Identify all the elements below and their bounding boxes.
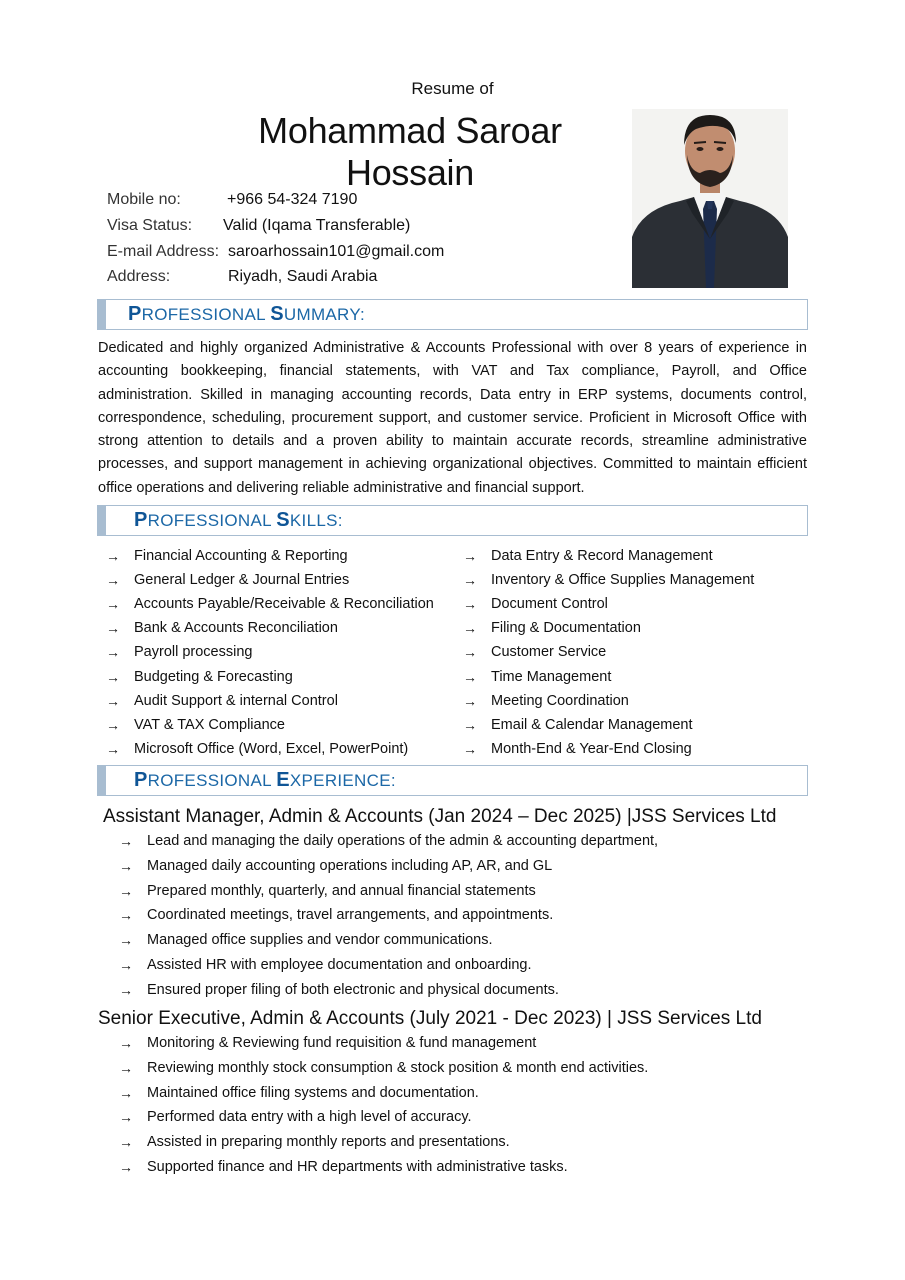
arrow-bullet-icon: →: [106, 620, 120, 637]
arrow-bullet-icon: →: [463, 644, 477, 661]
arrow-bullet-icon: →: [463, 548, 477, 564]
experience-title-initial2: E: [276, 769, 290, 791]
job-title: Senior Executive, Admin & Accounts (July 2021 - Dec 2023) | JSS Services Ltd: [98, 1008, 762, 1029]
skill-item: Email & Calendar Management: [491, 716, 693, 733]
skill-item: Customer Service: [491, 644, 607, 661]
section-header-summary: [97, 299, 808, 330]
skill-item: Time Management: [491, 668, 612, 685]
job-duty: Coordinated meetings, travel arrangements, and appointments.: [147, 907, 554, 924]
resume-of-label: Resume of: [411, 79, 494, 98]
job-duty: Assisted HR with employee documentation and onboarding.: [147, 957, 532, 973]
arrow-bullet-icon: →: [463, 620, 477, 637]
arrow-bullet-icon: →: [119, 857, 133, 874]
arrow-bullet-icon: →: [119, 1035, 133, 1051]
section-header-skills: [97, 505, 808, 536]
skill-item: Budgeting & Forecasting: [134, 668, 293, 685]
arrow-bullet-icon: →: [119, 957, 133, 973]
summary-title: [128, 303, 365, 326]
arrow-bullet-icon: →: [463, 692, 477, 709]
job-title: Assistant Manager, Admin & Accounts (Jan 2024 – Dec 2025) |JSS Services Ltd: [103, 806, 777, 827]
job-duty: Managed office supplies and vendor communications.: [147, 932, 493, 949]
section-header-experience: [97, 765, 808, 796]
skill-item: Audit Support & internal Control: [134, 692, 338, 709]
arrow-bullet-icon: →: [463, 740, 477, 757]
visa-label: Visa Status:: [107, 217, 193, 234]
skill-item: VAT & TAX Compliance: [134, 716, 285, 733]
arrow-bullet-icon: →: [106, 668, 120, 685]
email-value: saroarhossain101@gmail.com: [228, 243, 445, 260]
job-duty: Supported finance and HR departments with administrative tasks.: [147, 1159, 568, 1175]
arrow-bullet-icon: →: [119, 1084, 133, 1101]
arrow-bullet-icon: →: [119, 1059, 133, 1076]
address-label: Address:: [107, 268, 171, 285]
skill-item: General Ledger & Journal Entries: [134, 572, 350, 589]
experience-title: [134, 769, 396, 792]
arrow-bullet-icon: →: [106, 572, 120, 589]
arrow-bullet-icon: →: [106, 716, 120, 733]
skill-item: Microsoft Office (Word, Excel, PowerPoint): [134, 740, 409, 757]
arrow-bullet-icon: →: [119, 833, 133, 849]
summary-paragraph: Dedicated and highly organized Administrative & Accounts Professional with over 8 years of experience in accounting bookkeeping, financial statements, with VAT and Tax compliance, Payroll, and Office administration. Skilled in managing accounting records, Data entry in ERP systems, documents control, correspondence, scheduling, procurement support, and customer service. Proficient in Microsoft Office with strong attention to details and a proven ability to maintain accurate records, streamline administrative processes, and support management in achieving organizational objectives. Committed to maintain efficient office operations and delivering reliable administrative and financial support.: [98, 340, 807, 496]
address-value: Riyadh, Saudi Arabia: [228, 268, 378, 285]
skill-item: Financial Accounting & Reporting: [134, 548, 348, 564]
skill-item: Bank & Accounts Reconciliation: [134, 620, 338, 637]
mobile-label: Mobile no:: [107, 191, 181, 208]
job-duty: Managed daily accounting operations including AP, AR, and GL: [147, 857, 553, 874]
profile-photo-illustration: [632, 109, 788, 288]
skill-item: Payroll processing: [134, 644, 253, 661]
skill-item: Filing & Documentation: [491, 620, 641, 637]
job-duty: Assisted in preparing monthly reports and presentations.: [147, 1134, 510, 1151]
arrow-bullet-icon: →: [119, 907, 133, 924]
arrow-bullet-icon: →: [119, 1134, 133, 1151]
skill-item: Inventory & Office Supplies Management: [491, 572, 755, 589]
profile-photo: [632, 109, 788, 288]
job-duty: Maintained office filing systems and documentation.: [147, 1084, 479, 1101]
arrow-bullet-icon: →: [106, 740, 120, 757]
contact-visa: [107, 217, 411, 235]
summary-title-initial: P: [128, 303, 142, 325]
skill-item: Document Control: [491, 596, 608, 613]
job-duty: Prepared monthly, quarterly, and annual financial statements: [147, 882, 536, 899]
arrow-bullet-icon: →: [463, 668, 477, 685]
job-duty: Lead and managing the daily operations of the admin & accounting department,: [147, 833, 659, 849]
skills-title-initial2: S: [276, 509, 290, 531]
job-duty: Reviewing monthly stock consumption & stock position & month end activities.: [147, 1059, 649, 1076]
arrow-bullet-icon: →: [119, 882, 133, 899]
arrow-bullet-icon: →: [463, 572, 477, 589]
job-duty: Ensured proper filing of both electronic and physical documents.: [147, 981, 559, 998]
skills-title-part2: KILLS:: [289, 511, 343, 530]
contact-email: [107, 243, 445, 261]
skills-title-part1: ROFESSIONAL: [147, 511, 277, 530]
contact-address: [107, 268, 378, 286]
candidate-name: Mohammad Saroar Hossain: [258, 110, 562, 193]
arrow-bullet-icon: →: [106, 644, 120, 661]
skill-item: Accounts Payable/Receivable & Reconciliation: [134, 596, 434, 613]
arrow-bullet-icon: →: [463, 716, 477, 733]
arrow-bullet-icon: →: [106, 548, 120, 564]
arrow-bullet-icon: →: [119, 1109, 133, 1126]
summary-title-part2: UMMARY:: [283, 305, 366, 324]
arrow-bullet-icon: →: [463, 596, 477, 613]
job-duty: Performed data entry with a high level of accuracy.: [147, 1109, 472, 1126]
arrow-bullet-icon: →: [106, 596, 120, 613]
arrow-bullet-icon: →: [119, 1159, 133, 1175]
visa-value: Valid (Iqama Transferable): [223, 217, 411, 234]
arrow-bullet-icon: →: [106, 692, 120, 709]
summary-title-initial2: S: [270, 303, 284, 325]
contact-mobile: [107, 191, 358, 209]
experience-title-part2: XPERIENCE:: [289, 771, 396, 790]
arrow-bullet-icon: →: [119, 981, 133, 998]
experience-title-initial: P: [134, 769, 148, 791]
summary-title-part1: ROFESSIONAL: [141, 305, 271, 324]
mobile-value: +966 54-324 7190: [227, 191, 358, 208]
experience-title-part1: ROFESSIONAL: [147, 771, 277, 790]
arrow-bullet-icon: →: [119, 932, 133, 949]
email-label: E-mail Address:: [107, 243, 220, 260]
skill-item: Data Entry & Record Management: [491, 548, 713, 564]
job-duty: Monitoring & Reviewing fund requisition & fund management: [147, 1035, 537, 1051]
skills-title-initial: P: [134, 509, 148, 531]
skills-title: [134, 509, 343, 532]
skill-item: Meeting Coordination: [491, 692, 629, 709]
skill-item: Month-End & Year-End Closing: [491, 740, 692, 757]
